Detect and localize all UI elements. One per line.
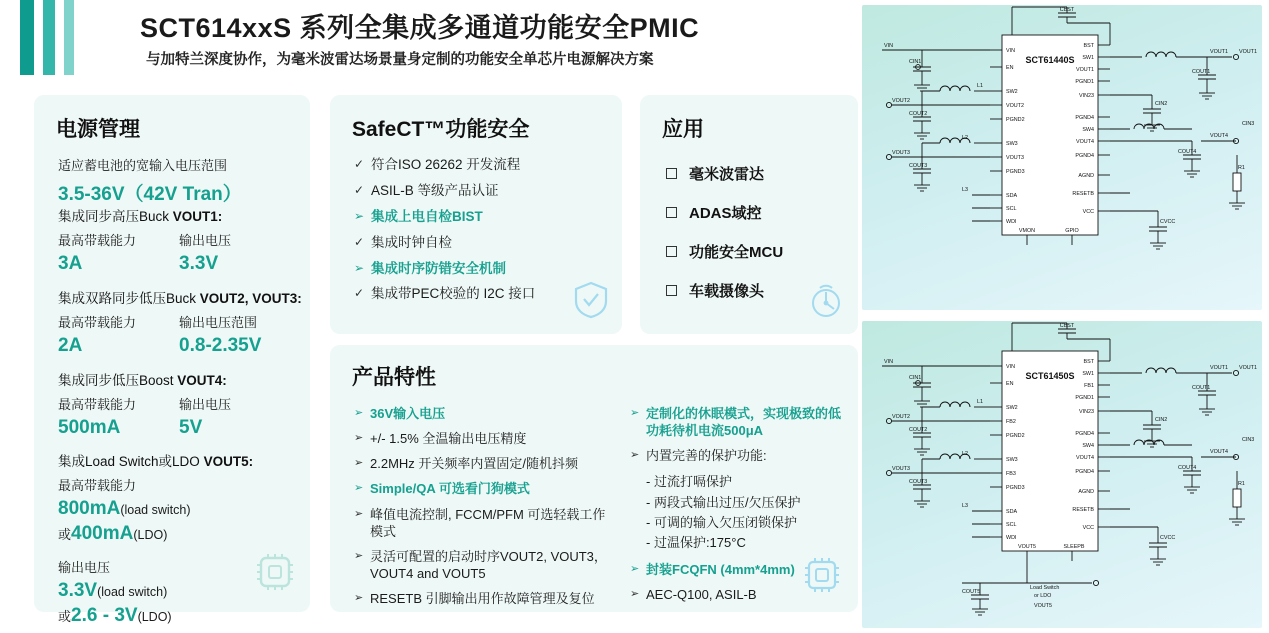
svg-text:VCC: VCC [1082, 525, 1094, 531]
arrow-icon: ➢ [354, 260, 365, 275]
svg-text:VOUT4: VOUT4 [1076, 139, 1094, 145]
svg-text:AGND: AGND [1078, 173, 1094, 179]
feature-item [354, 405, 614, 422]
power-sec2-head-bold: VOUT1: [172, 209, 223, 224]
power-sec4-label-b: 输出电压 [179, 397, 232, 412]
svg-text:PGND1: PGND1 [1075, 79, 1094, 85]
svg-text:VOUT2: VOUT2 [892, 414, 910, 420]
svg-text:PGND4: PGND4 [1075, 115, 1094, 121]
protection-sublist [646, 472, 845, 553]
app-card-title: 应用 [662, 118, 704, 141]
app-item [666, 202, 783, 223]
check-icon: ✓ [354, 286, 365, 301]
svg-text:VOUT1: VOUT1 [1076, 67, 1094, 73]
protection-item: - 两段式输出过压/欠压保护 [646, 494, 801, 510]
svg-text:WDI: WDI [1006, 219, 1017, 225]
svg-text:BST: BST [1083, 43, 1094, 49]
svg-text:L1: L1 [977, 399, 983, 405]
svg-text:COUT1: COUT1 [1192, 69, 1211, 75]
feature-item-label: 定制化的休眠模式，实现极致的低功耗待机电流500μA [646, 406, 842, 439]
power-sec3-head-bold: VOUT2, VOUT3: [199, 291, 302, 306]
feature-item-label: +/- 1.5% 全温输出电压精度 [370, 431, 527, 447]
svg-text:CIN3: CIN3 [1242, 121, 1255, 127]
feature-item-label: 36V输入电压 [370, 406, 446, 421]
shield-icon [574, 281, 608, 324]
svg-text:COUT2: COUT2 [909, 111, 928, 117]
svg-text:PGND1: PGND1 [1075, 395, 1094, 401]
svg-text:EN: EN [1006, 381, 1014, 387]
protection-item: - 过流打嗝保护 [646, 474, 732, 490]
svg-text:VCC: VCC [1082, 209, 1094, 215]
feature-item-label: AEC-Q100, ASIL-B [646, 587, 757, 603]
svg-text:or LDO: or LDO [1034, 593, 1052, 599]
arrow-icon: ➢ [354, 507, 364, 520]
power-sec5-value-b-note: (load switch) [97, 585, 168, 599]
svg-text:SW2: SW2 [1006, 405, 1018, 411]
power-sec4-label-a: 最高带载能力 [58, 397, 137, 412]
arrow-icon: ➢ [354, 432, 364, 445]
power-sec4-value-a: 500mA [58, 417, 121, 438]
svg-text:SCT61440S: SCT61440S [1025, 55, 1075, 65]
schematic-bottom-drawing [862, 321, 1262, 628]
power-sec2-label-b: 输出电压 [179, 233, 232, 248]
svg-text:COUT5: COUT5 [962, 589, 981, 595]
feature-item [354, 590, 614, 607]
safect-item-label: ASIL-B 等级产品认证 [371, 182, 499, 198]
power-sec5-value-b2-note: (LDO) [137, 610, 172, 624]
svg-text:VIN: VIN [1006, 364, 1015, 370]
svg-text:SW2: SW2 [1006, 89, 1018, 95]
safect-card [330, 95, 622, 334]
power-sec3-head [58, 287, 308, 307]
svg-text:VOUT5: VOUT5 [1018, 544, 1036, 550]
feature-item [630, 447, 845, 464]
svg-text:Load Switch: Load Switch [1030, 585, 1060, 591]
svg-text:L1: L1 [977, 83, 983, 89]
svg-text:GPIO: GPIO [1065, 228, 1079, 234]
safect-item-label: 集成时序防错安全机制 [371, 260, 506, 276]
svg-text:COUT4: COUT4 [1178, 149, 1197, 155]
power-sec3-label-b: 输出电压范围 [179, 315, 258, 330]
svg-text:CIN1: CIN1 [909, 59, 922, 65]
schematic-panel-top [862, 5, 1262, 310]
svg-text:VOUT2: VOUT2 [892, 98, 910, 104]
feature-item-label: 2.2MHz 开关频率内置固定/随机抖频 [370, 456, 579, 472]
page-subtitle: 与加特兰深度协作，为毫米波雷达场景量身定制的功能安全单芯片电源解决方案 [146, 52, 654, 68]
bullet-square-icon [666, 285, 677, 296]
arrow-icon: ➢ [630, 563, 640, 576]
feature-item-label: Simple/QA 可选看门狗模式 [370, 481, 530, 497]
svg-text:VOUT4: VOUT4 [1076, 455, 1094, 461]
bullet-square-icon [666, 168, 677, 179]
svg-text:R1: R1 [1238, 481, 1245, 487]
safect-item [354, 261, 604, 278]
svg-text:AGND: AGND [1078, 489, 1094, 495]
power-sec5-value-a: 800mA [58, 498, 121, 519]
svg-text:VMON: VMON [1018, 228, 1036, 234]
power-card-title: 电源管理 [56, 118, 140, 141]
svg-text:SDA: SDA [1006, 509, 1018, 515]
arrow-icon: ➢ [354, 457, 364, 470]
svg-text:VOUT3: VOUT3 [892, 466, 910, 472]
feature-item-label: RESETB 引脚输出用作故障管理及复位 [370, 591, 595, 607]
power-sec5-head-bold: VOUT5: [203, 454, 254, 469]
power-sec5-value-a2: 400mA [71, 523, 134, 544]
app-item [666, 163, 783, 184]
svg-text:VIN23: VIN23 [1079, 93, 1094, 99]
safect-item-label: 集成上电自检BIST [371, 208, 483, 224]
power-sec5-label-a: 最高带载能力 [58, 478, 137, 493]
svg-text:COUT3: COUT3 [909, 163, 928, 169]
protection-item: - 过温保护:175°C [646, 534, 746, 550]
feature-item-label: 内置完善的保护功能: [646, 448, 767, 464]
power-sec5-value-a2-note: (LDO) [133, 528, 168, 542]
chip-icon [254, 551, 296, 598]
power-sec4-value-b: 5V [179, 417, 203, 438]
power-sec4-head-bold: VOUT4: [177, 373, 227, 388]
feature-item-label: 灵活可配置的启动时序VOUT2, VOUT3，VOUT4 and VOUT5 [370, 548, 607, 582]
feature-item-label: 峰值电流控制, FCCM/PFM 可选轻载工作模式 [370, 506, 606, 539]
svg-text:RESETB: RESETB [1072, 507, 1094, 513]
protection-item: - 可调的输入欠压闭锁保护 [646, 514, 797, 530]
svg-text:R1: R1 [1238, 165, 1245, 171]
feature-item [354, 548, 614, 582]
arrow-icon: ➢ [630, 449, 640, 462]
application-card [640, 95, 858, 334]
svg-text:PGND2: PGND2 [1006, 117, 1025, 123]
svg-text:VOUT3: VOUT3 [1006, 155, 1024, 161]
radar-icon [808, 283, 844, 324]
power-sec3-value-a: 2A [58, 335, 83, 356]
svg-text:VOUT5: VOUT5 [1034, 603, 1052, 609]
power-sec2-value-a: 3A [58, 253, 83, 274]
svg-text:VOUT4: VOUT4 [1210, 133, 1228, 139]
page-title: SCT614xxS 系列全集成多通道功能安全PMIC [140, 13, 700, 43]
svg-text:SLEEPB: SLEEPB [1063, 544, 1085, 550]
svg-text:VIN: VIN [884, 359, 893, 365]
power-sec4-head [58, 369, 308, 389]
app-item [666, 241, 783, 262]
svg-text:PGND3: PGND3 [1006, 169, 1025, 175]
brand-bars [20, 0, 120, 75]
safect-item [354, 157, 604, 174]
svg-text:COUT2: COUT2 [909, 427, 928, 433]
app-item-label: 毫米波雷达 [689, 166, 765, 183]
svg-text:CBST: CBST [1059, 323, 1075, 329]
svg-text:VOUT1: VOUT1 [1210, 49, 1228, 55]
power-sec5-value-a-note: (load switch) [120, 503, 191, 517]
svg-text:CBST: CBST [1059, 7, 1075, 13]
svg-text:FB1: FB1 [1084, 383, 1094, 389]
safect-item [354, 235, 604, 252]
app-item-label: 功能安全MCU [689, 244, 784, 261]
feature-item [354, 430, 614, 447]
svg-text:VIN23: VIN23 [1079, 409, 1094, 415]
svg-text:VOUT2: VOUT2 [1006, 103, 1024, 109]
schematic-top-drawing [862, 5, 1262, 310]
svg-text:RESETB: RESETB [1072, 191, 1094, 197]
svg-text:SCL: SCL [1006, 206, 1017, 212]
power-sec5-label-b: 输出电压 [58, 560, 111, 575]
safect-item [354, 286, 604, 303]
app-item-label: 车载摄像头 [689, 283, 765, 300]
svg-text:VIN: VIN [884, 43, 893, 49]
svg-text:L2: L2 [962, 135, 968, 141]
check-icon: ✓ [354, 234, 365, 249]
power-sec5-value-b2-pre: 或 [58, 609, 72, 624]
arrow-icon: ➢ [354, 549, 364, 562]
arrow-icon: ➢ [354, 482, 364, 495]
feature-item [354, 455, 614, 472]
power-line1: 适应蓄电池的宽输入电压范围 [58, 158, 228, 173]
feature-item [630, 405, 845, 439]
svg-text:PGND4: PGND4 [1075, 153, 1094, 159]
check-icon: ✓ [354, 157, 365, 171]
svg-text:SW4: SW4 [1082, 443, 1094, 449]
svg-text:WDI: WDI [1006, 535, 1017, 541]
svg-text:BST: BST [1083, 359, 1094, 365]
power-sec3-label-a: 最高带载能力 [58, 315, 137, 330]
svg-text:PGND4: PGND4 [1075, 469, 1094, 475]
svg-text:PGND4: PGND4 [1075, 431, 1094, 437]
safect-item-label: 集成带PEC校验的 I2C 接口 [371, 286, 536, 302]
power-sec2-head-pre: 集成同步高压Buck [58, 209, 173, 224]
svg-text:L2: L2 [962, 451, 968, 457]
arrow-icon: ➢ [630, 588, 640, 601]
power-sec5-value-b2: 2.6 - 3V [71, 605, 138, 626]
features-card-title: 产品特性 [352, 366, 436, 389]
svg-text:PGND2: PGND2 [1006, 433, 1025, 439]
svg-text:SW3: SW3 [1006, 141, 1018, 147]
bullet-square-icon [666, 246, 677, 257]
feature-item [354, 506, 614, 540]
schematic-panel-bottom [862, 321, 1262, 628]
svg-text:SW3: SW3 [1006, 457, 1018, 463]
svg-text:VOUT1: VOUT1 [1239, 365, 1257, 371]
svg-text:SDA: SDA [1006, 193, 1018, 199]
safect-item-label: 符合ISO 26262 开发流程 [371, 157, 521, 172]
svg-text:CIN2: CIN2 [1155, 417, 1168, 423]
svg-text:CIN2: CIN2 [1155, 101, 1168, 107]
power-sec5-head-pre: 集成Load Switch或LDO [58, 454, 204, 469]
svg-text:SCT61450S: SCT61450S [1025, 371, 1075, 381]
power-sec5-value-a2-pre: 或 [58, 527, 72, 542]
safect-card-title: SafeCT™功能安全 [352, 118, 530, 141]
app-item [666, 280, 783, 301]
svg-text:SW1: SW1 [1082, 55, 1094, 61]
power-value1: 3.5-36V（42V Tran） [58, 184, 242, 205]
svg-text:VOUT4: VOUT4 [1210, 449, 1228, 455]
features-card [330, 345, 858, 612]
svg-text:SW4: SW4 [1082, 127, 1094, 133]
bullet-square-icon [666, 207, 677, 218]
svg-text:COUT3: COUT3 [909, 479, 928, 485]
power-sec5-value-b: 3.3V [58, 580, 98, 601]
safect-item [354, 209, 604, 226]
svg-text:FB2: FB2 [1006, 419, 1016, 425]
svg-text:COUT4: COUT4 [1178, 465, 1197, 471]
safect-item-label: 集成时钟自检 [371, 234, 452, 250]
power-sec2-label-a: 最高带载能力 [58, 233, 137, 248]
feature-item-label: 封装FCQFN (4mm*4mm) [646, 562, 795, 578]
feature-item [354, 480, 614, 497]
svg-text:FB3: FB3 [1006, 471, 1016, 477]
arrow-icon: ➢ [354, 208, 365, 223]
svg-text:CVCC: CVCC [1160, 535, 1176, 541]
svg-text:SCL: SCL [1006, 522, 1017, 528]
safect-item [354, 183, 604, 200]
power-management-card [34, 95, 310, 626]
processor-icon [802, 555, 842, 600]
svg-text:VIN: VIN [1006, 48, 1015, 54]
svg-text:CVCC: CVCC [1160, 219, 1176, 225]
power-sec2-value-b: 3.3V [179, 253, 219, 274]
svg-text:VOUT3: VOUT3 [892, 150, 910, 156]
power-sec5-head [58, 450, 308, 470]
arrow-icon: ➢ [354, 407, 364, 419]
svg-text:EN: EN [1006, 65, 1014, 71]
power-sec2-head [58, 205, 308, 225]
svg-text:CIN3: CIN3 [1242, 437, 1255, 443]
svg-text:L3: L3 [962, 503, 968, 509]
svg-text:COUT1: COUT1 [1192, 385, 1211, 391]
svg-text:L3: L3 [962, 187, 968, 193]
svg-text:VOUT1: VOUT1 [1239, 49, 1257, 55]
svg-text:CIN1: CIN1 [909, 375, 922, 381]
svg-text:SW1: SW1 [1082, 371, 1094, 377]
power-sec3-head-pre: 集成双路同步低压Buck [58, 291, 200, 306]
svg-text:PGND3: PGND3 [1006, 485, 1025, 491]
check-icon: ✓ [354, 182, 365, 197]
svg-text:VOUT1: VOUT1 [1210, 365, 1228, 371]
power-sec4-head-pre: 集成同步低压Boost [58, 373, 178, 388]
arrow-icon: ➢ [630, 407, 640, 419]
power-sec3-value-b: 0.8-2.35V [179, 335, 262, 356]
arrow-icon: ➢ [354, 592, 364, 605]
app-item-label: ADAS域控 [689, 205, 762, 222]
